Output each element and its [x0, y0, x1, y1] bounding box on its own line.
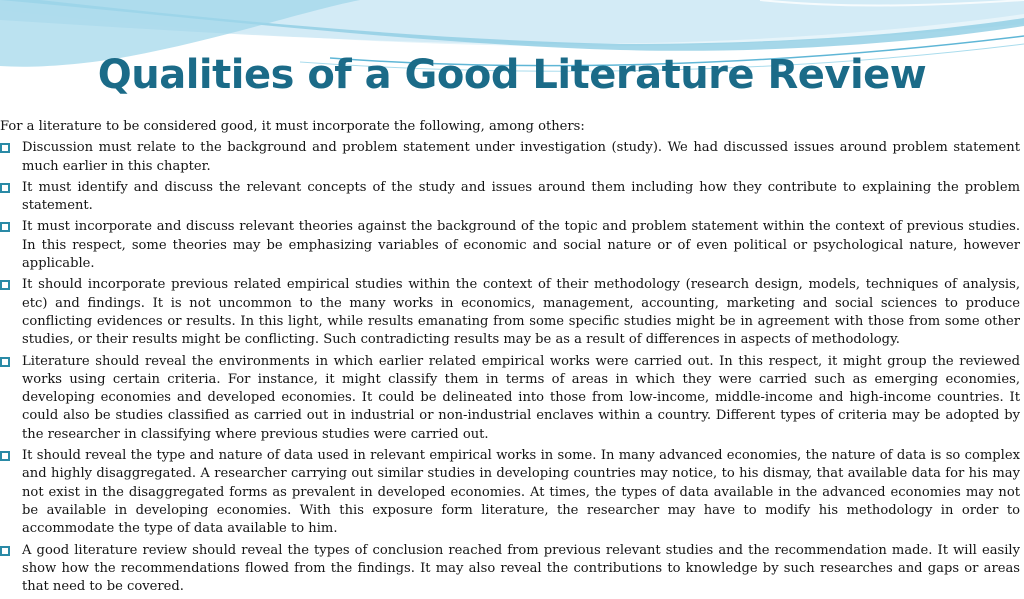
list-item-text: It should reveal the type and nature of data used in relevant empirical works in some. In many advanced economies, the nature of data is so complex and highly disaggregated. A researcher carrying out similar studies in developing countries may notice, to his dismay, that available data for his may not exist in the disaggregated forms as prevalent in developed economies. At times, the types of data available in the advanced economies may not be available in developing economies. With this exposure form literature, the researcher may have to modify his methodology in order to accommodate the type of data available to him. — [22, 448, 1020, 537]
list-item-text: It must incorporate and discuss relevant theories against the background of the topic and problem statement within the context of previous studies. In this respect, some theories may be emphasizing variables of economic and social nature or of even political or psychological nature, however applicable. — [22, 219, 1020, 272]
square-bullet-icon — [0, 222, 10, 232]
square-bullet-icon — [0, 183, 10, 193]
square-bullet-icon — [0, 280, 10, 290]
list-item-text: A good literature review should reveal the types of conclusion reached from previous relevant studies and the recommendation made. It will easily show how the recommendations flowed from the findings. It may also reveal the contributions to knowledge by such researches and gaps or areas that need to be covered. — [22, 542, 1020, 595]
square-bullet-icon — [0, 357, 10, 367]
list-item — [0, 542, 1020, 597]
slide-title: Qualities of a Good Literature Review — [97, 52, 927, 98]
square-bullet-icon — [0, 451, 10, 461]
square-bullet-icon — [0, 143, 10, 153]
slide-body — [0, 118, 1020, 599]
bullet-list — [0, 139, 1020, 596]
list-item-text: Literature should reveal the environments in which earlier related empirical works were carried out. In this respect, it might group the reviewed works using certain criteria. For instance, it might classify them in terms of areas in which they were carried such as emerging economies, developing economies and developed economies. It could be delineated into those from low-income, middle-income and high-income countries. It could also be studies classified as carried out in industrial or non-industrial enclaves within a country. Different types of criteria may be adopted by the researcher in classifying where previous studies were carried out. — [22, 353, 1020, 442]
list-item — [0, 276, 1020, 349]
list-item — [0, 218, 1020, 273]
intro-text: For a literature to be considered good, it must incorporate the following, among others: — [0, 119, 585, 134]
list-item — [0, 447, 1020, 538]
list-item — [0, 139, 1020, 176]
list-item-text: It should incorporate previous related empirical studies within the context of their methodology (research design, models, techniques of analysis, etc) and findings. It is not uncommon to the many works in economics, management, accounting, marketing and social sciences to produce conflicting evidences or results. In this light, while results emanating from some specific studies might be in agreement with those from some other studies, or their results might be conflicting. Such contradicting results may be as a result of differences in aspects of methodology. — [22, 277, 1020, 348]
list-item-text: It must identify and discuss the relevant concepts of the study and issues around them including how they contribute to explaining the problem statement. — [22, 179, 1020, 214]
list-item — [0, 179, 1020, 216]
square-bullet-icon — [0, 546, 10, 556]
list-item — [0, 353, 1020, 444]
list-item-text: Discussion must relate to the background and problem statement under investigation (study). We had discussed issues around problem statement much earlier in this chapter. — [22, 140, 1020, 174]
